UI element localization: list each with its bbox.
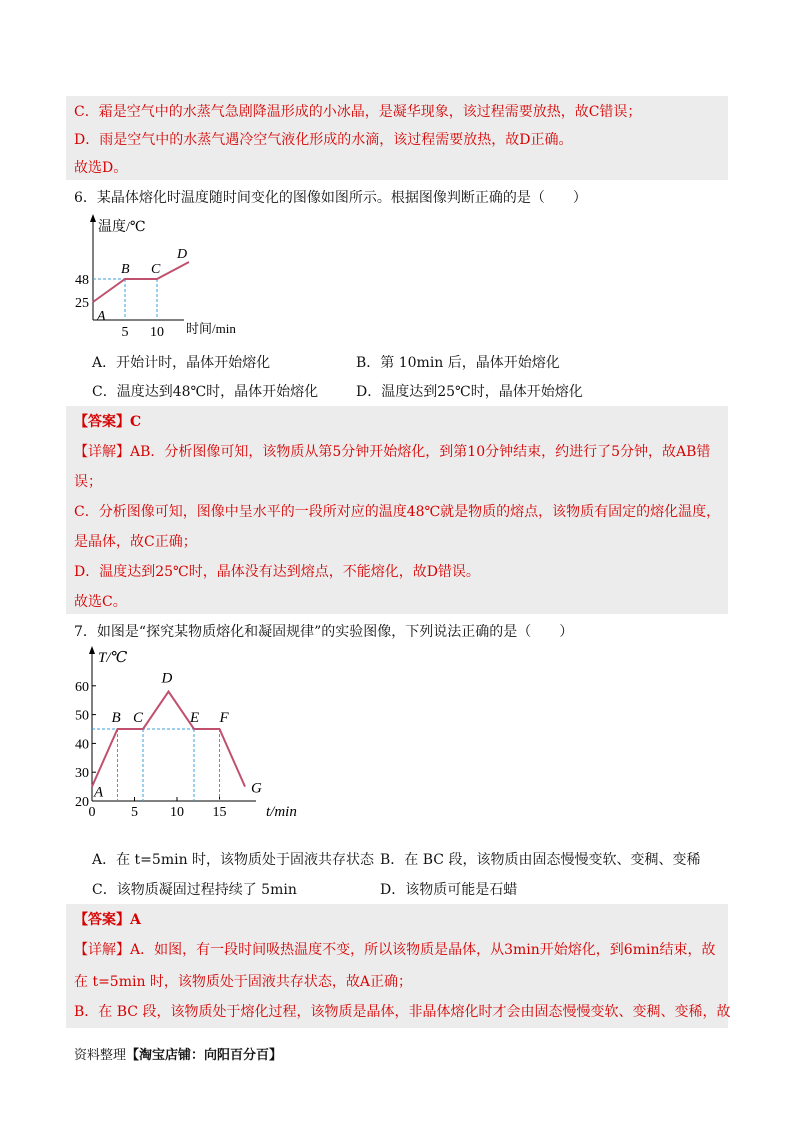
q7-y-tick-30: 30: [75, 766, 89, 782]
q6-detail-3: C．分析图像可知，图像中呈水平的一段所对应的温度48℃就是物质的熔点，该物质有固定的熔化温度，: [74, 504, 721, 520]
q7-option-a: A．在 t=5min 时，该物质处于固液共存状态: [92, 852, 375, 868]
q6-option-a: A．开始计时，晶体开始熔化: [92, 355, 271, 371]
q7-x-tick-15: 15: [212, 805, 227, 820]
q7-point-label-E: E: [190, 710, 200, 726]
q7-y-tick-60: 60: [75, 679, 89, 695]
q6-x-tick-5: 5: [121, 325, 129, 340]
footer-shop: 【淘宝店铺：向阳百分百】: [126, 1048, 283, 1063]
q7-x-tick-0: 0: [88, 805, 96, 820]
q6-point-label-C: C: [151, 262, 161, 277]
q7-y-tick-20: 20: [75, 795, 89, 810]
top-line-c: C．霜是空气中的水蒸气急剧降温形成的小冰晶，是凝华现象，该过程需要放热，故C错误；: [74, 104, 642, 120]
q7-x-label: t/min: [266, 804, 297, 820]
q6-x-label: 时间/min: [186, 321, 236, 336]
q7-detail-1: 【详解】A．如图，有一段时间吸热温度不变，所以该物质是晶体，从3min开始熔化，到6min结束，故: [74, 942, 716, 958]
q6-option-b: B．第 10min 后，晶体开始熔化: [356, 355, 560, 371]
q7-chart: [66, 644, 316, 824]
q7-answer: 【答案】A: [74, 912, 141, 928]
q6-y-tick-48: 48: [75, 273, 89, 288]
q6-x-tick-10: 10: [150, 325, 164, 340]
q6-option-d: D．温度达到25℃时，晶体开始熔化: [356, 384, 583, 400]
q7-point-label-G: G: [251, 780, 262, 797]
q6-detail-4: 是晶体，故C正确；: [74, 534, 197, 550]
q6-point-label-A: A: [97, 309, 106, 324]
q7-y-arrow: [89, 646, 95, 654]
q6-y-tick-25: 25: [75, 296, 89, 311]
q6-detail-1: 【详解】AB．分析图像可知，该物质从第5分钟开始熔化，到第10分钟结束，约进行了5分钟，故AB错: [74, 444, 711, 460]
q6-y-arrow: [90, 214, 96, 222]
q7-stem: 7．如图是“探究某物质熔化和凝固规律”的实验图像，下列说法正确的是（ ）: [74, 624, 574, 640]
q7-point-label-F: F: [219, 710, 229, 726]
q7-point-label-A: A: [94, 784, 104, 801]
q6-curve: [93, 262, 189, 302]
q6-point-label-D: D: [177, 247, 188, 262]
q7-x-tick-5: 5: [131, 805, 138, 820]
top-conclusion: 故选D。: [74, 160, 128, 176]
q7-y-tick-50: 50: [75, 708, 89, 724]
q6-answer: 【答案】C: [74, 414, 142, 430]
q7-y-label: T/℃: [98, 650, 128, 666]
footer: [74, 1044, 282, 1063]
q7-option-d: D．该物质可能是石蜡: [380, 882, 518, 898]
q7-y-tick-40: 40: [75, 737, 89, 753]
q7-point-label-C: C: [133, 710, 144, 726]
q7-curve: [92, 692, 245, 787]
q7-detail-2: 在 t=5min 时，该物质处于固液共存状态，故A正确；: [74, 974, 413, 990]
q6-option-c: C．温度达到48℃时，晶体开始熔化: [92, 384, 319, 400]
q7-point-label-B: B: [111, 710, 121, 726]
q7-option-c: C．该物质凝固过程持续了 5min: [92, 882, 297, 898]
q6-conclusion: 故选C。: [74, 594, 127, 610]
q6-detail-5: D．温度达到25℃时，晶体没有达到熔点，不能熔化，故D错误。: [74, 564, 480, 580]
q6-stem: 6．某晶体熔化时温度随时间变化的图像如图所示。根据图像判断正确的是（ ）: [74, 190, 587, 206]
top-line-d: D．雨是空气中的水蒸气遇冷空气液化形成的水滴，该过程需要放热，故D正确。: [74, 132, 573, 148]
q6-detail-2: 误；: [74, 474, 102, 490]
q7-x-tick-10: 10: [170, 805, 184, 820]
q6-y-label: 温度/℃: [98, 220, 146, 235]
q6-point-label-B: B: [121, 262, 130, 277]
q7-detail-3: B．在 BC 段，该物质处于熔化过程，该物质是晶体，非晶体熔化时才会由固态慢慢变软、变稠、变稀，故: [74, 1004, 731, 1020]
q7-point-label-D: D: [161, 670, 173, 687]
q7-option-b: B．在 BC 段，该物质由固态慢慢变软、变稠、变稀: [380, 852, 701, 868]
footer-prefix: 资料整理: [74, 1048, 127, 1063]
q6-chart: [66, 212, 266, 342]
